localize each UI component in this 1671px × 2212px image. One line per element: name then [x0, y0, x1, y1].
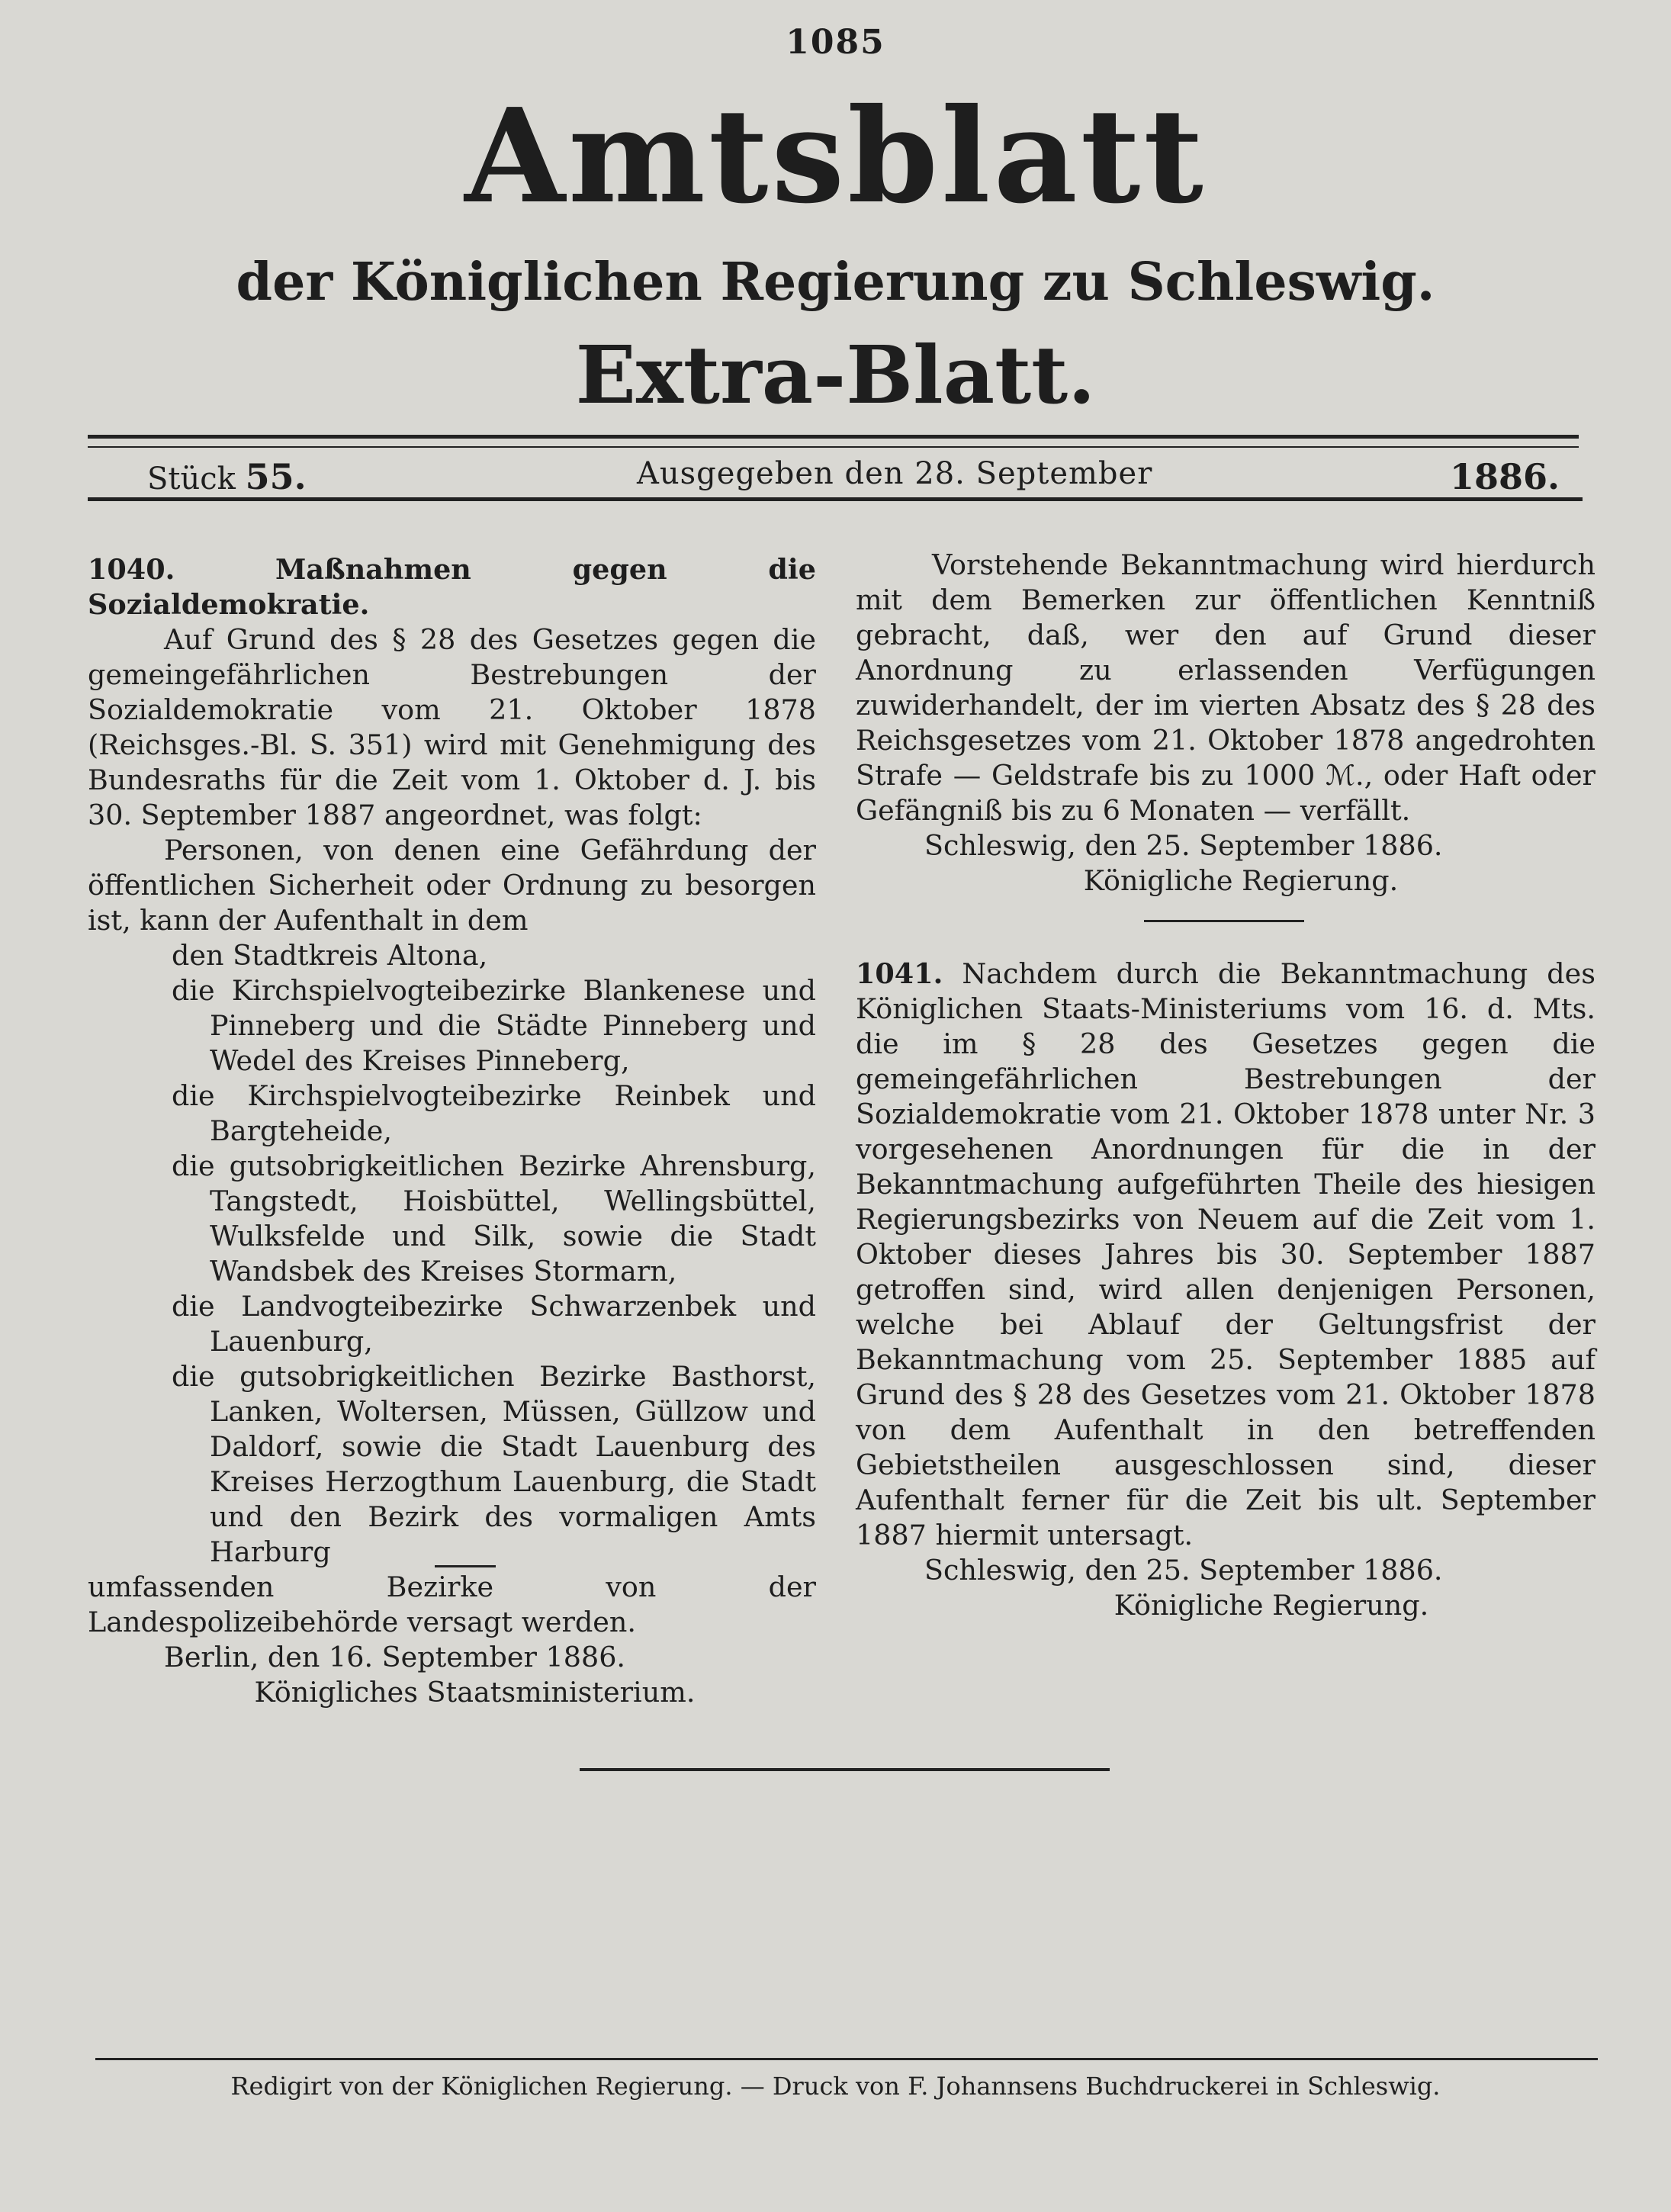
issue-piece: Stück 55.	[147, 456, 307, 497]
list-item: die gutsobrigkeitlichen Bezirke Basthorst, Lanken, Woltersen, Müssen, Güllzow und Daldorf, sowie die Stadt Lauenburg des Kreises Herzogthum Lauenburg, die Stadt und den Bezirk des vormaligen Amts Harburg	[172, 1360, 816, 1568]
extra-blatt-title: Extra-Blatt.	[575, 328, 1096, 422]
right-column-separator	[1144, 920, 1304, 922]
masthead-subtitle: der Königlichen Regierung zu Schleswig.	[236, 252, 1435, 313]
header-top-rule	[88, 435, 1579, 439]
notice-1041-authority: Königliche Regierung.	[1113, 1589, 1429, 1622]
notice-1040-place-date: Berlin, den 16. September 1886.	[164, 1641, 626, 1673]
notice-1040-heading: 1040. Maßnahmen gegen die Sozialdemokratie.	[88, 553, 816, 621]
notice-1040-intro: Auf Grund des § 28 des Gesetzes gegen die gemeingefährlichen Bestrebungen der Sozialdemokratie vom 21. Oktober 1878 (Reichsges.-Bl. S. 351) wird mit Genehmigung des Bundesraths für die Zeit vom 1. Oktober d. J. bis 30. September 1887 angeordnet, was folgt:	[88, 623, 816, 831]
notice-1040-closing: umfassenden Bezirke von der Landespolizeibehörde versagt werden.	[88, 1571, 816, 1638]
page-number: 1085	[786, 23, 885, 62]
footer-rule	[95, 2058, 1598, 2060]
left-column	[88, 552, 816, 1710]
notice-1040-publication: Vorstehende Bekanntmachung wird hierdurch mit dem Bemerken zur öffentlichen Kenntniß gebracht, daß, wer den auf Grund dieser Anordnung zu erlassenden Verfügungen zuwiderhandelt, der im vierten Absatz des § 28 des Reichsgesetzes vom 21. Oktober 1878 angedrohten Strafe — Geldstrafe bis zu 1000 ℳ., oder Haft oder Gefängniß bis zu 6 Monaten — verfällt.	[856, 548, 1595, 827]
footer-imprint: Redigirt von der Königlichen Regierung. — Druck von F. Johannsens Buchdruckerei in Schleswig.	[230, 2072, 1441, 2101]
list-item: die Kirchspielvogteibezirke Reinbek und Bargteheide,	[172, 1079, 816, 1147]
masthead-title: Amtsblatt	[464, 80, 1207, 233]
right-column	[856, 548, 1595, 899]
end-rule	[580, 1768, 1110, 1771]
issue-date: Ausgegeben den 28. September	[637, 456, 1153, 491]
notice-1040-authority: Königliches Staatsministerium.	[254, 1676, 696, 1709]
list-item: die Landvogteibezirke Schwarzenbek und Lauenburg,	[172, 1290, 816, 1358]
issue-bar	[88, 456, 1583, 497]
issue-bar-bottom-rule	[88, 497, 1583, 501]
issue-bar-top-rule	[88, 446, 1579, 448]
notice-1040-persons: Personen, von denen eine Gefährdung der öffentlichen Sicherheit oder Ordnung zu besorgen ist, kann der Aufenthalt in dem	[88, 834, 816, 937]
notice-1041-place-date: Schleswig, den 25. September 1886.	[924, 1554, 1443, 1587]
notice-1040-schleswig-authority: Königliche Regierung.	[1083, 864, 1399, 897]
list-item: die gutsobrigkeitlichen Bezirke Ahrensburg, Tangstedt, Hoisbüttel, Wellingsbüttel, Wulksfelde und Silk, sowie die Stadt Wandsbek des Kreises Stormarn,	[172, 1149, 816, 1288]
issue-year: 1886.	[1449, 456, 1560, 497]
list-item: die Kirchspielvogteibezirke Blankenese und Pinneberg und die Städte Pinneberg und Wedel des Kreises Pinneberg,	[172, 974, 816, 1077]
list-item: den Stadtkreis Altona,	[172, 939, 488, 972]
left-column-separator	[435, 1565, 496, 1567]
notice-1041	[856, 956, 1595, 1623]
notice-1041-text: 1041. Nachdem durch die Bekanntmachung des Königlichen Staats-Ministeriums vom 16. d. Mts. die im § 28 des Gesetzes gegen die gemeingefährlichen Bestrebungen der Sozialdemokratie vom 21. Oktober 1878 unter Nr. 3 vorgesehenen Anordnungen für die in der Bekanntmachung aufgeführten Theile des hiesigen Regierungsbezirks von Neuem auf die Zeit vom 1. Oktober dieses Jahres bis 30. September 1887 getroffen sind, wird allen denjenigen Personen, welche bei Ablauf der Geltungsfrist der Bekanntmachung vom 25. September 1885 auf Grund des § 28 des Gesetzes vom 21. Oktober 1878 von dem Aufenthalt in den betreffenden Gebietstheilen ausgeschlossen sind, dieser Aufenthalt ferner für die Zeit bis ult. September 1887 hiermit untersagt.	[856, 957, 1595, 1551]
notice-1040-schleswig-date: Schleswig, den 25. September 1886.	[924, 829, 1443, 862]
